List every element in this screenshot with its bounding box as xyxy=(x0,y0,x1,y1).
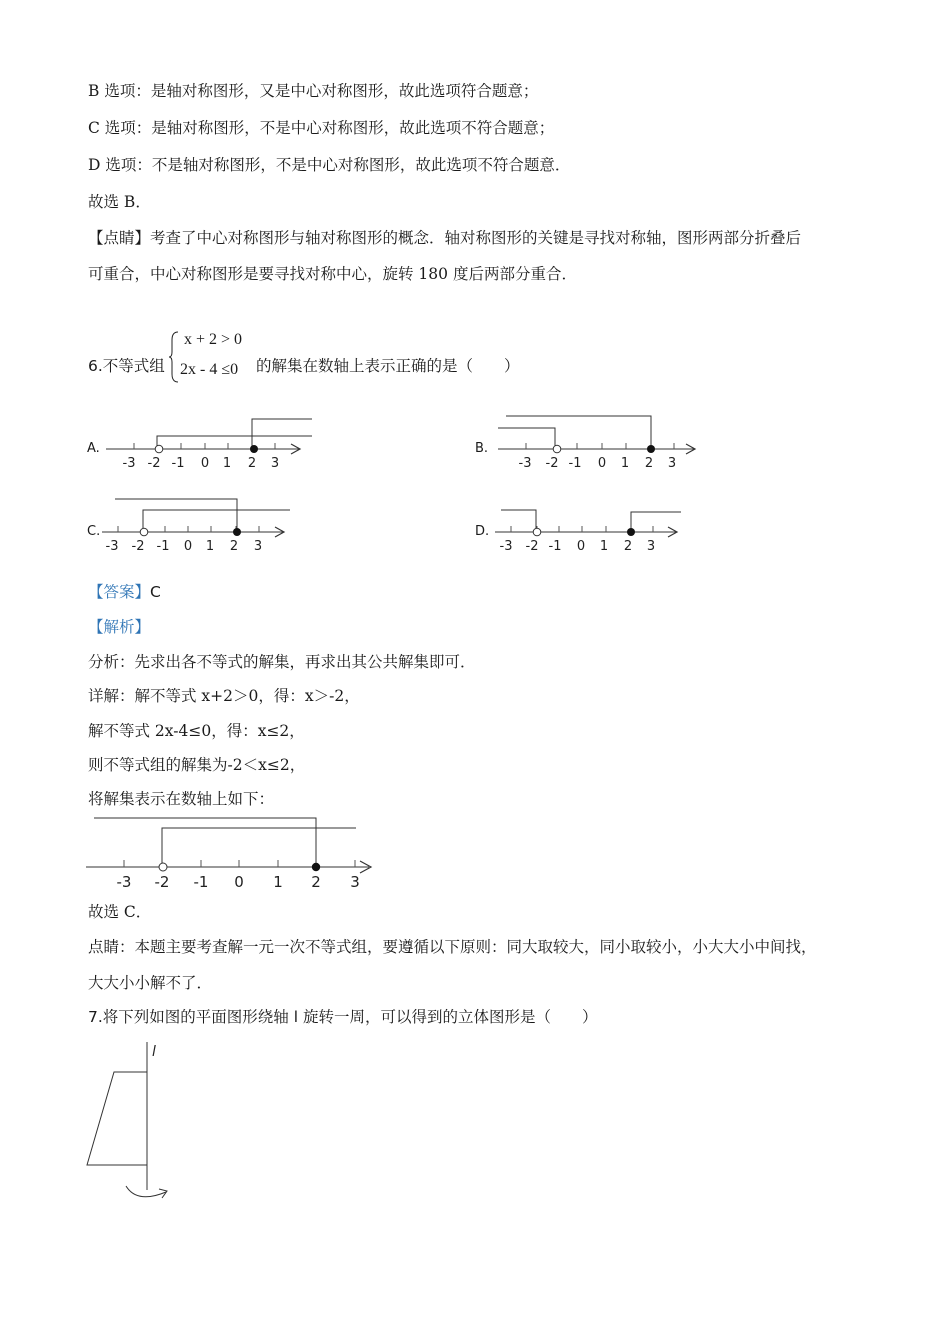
system-inequality-1: x + 2 > 0 xyxy=(184,331,243,348)
tick-label: 3 xyxy=(253,539,263,554)
option-d-label: D. xyxy=(475,524,490,539)
option-a-label: A. xyxy=(87,441,100,456)
tick-label: 1 xyxy=(205,539,215,554)
axis-label: l xyxy=(152,1044,156,1060)
tick-label: -1 xyxy=(171,456,185,471)
comment-line-1: 【点睛】考查了中心对称图形与轴对称图形的概念．轴对称图形的关键是寻找对称轴，图形两部分折叠后 xyxy=(88,229,802,247)
tick-label: 2 xyxy=(644,456,654,471)
tick-label: 1 xyxy=(599,539,609,554)
analysis-label: 【解析】 xyxy=(88,618,151,636)
tick-label: 1 xyxy=(620,456,630,471)
tick-label: -3 xyxy=(499,539,513,554)
tick-label: 3 xyxy=(646,539,656,554)
tick-label: 0 xyxy=(200,456,210,471)
tick-label: -2 xyxy=(545,456,559,471)
q6-prefix: 6.不等式组 xyxy=(88,357,165,375)
system-inequality-2: 2x - 4 ≤0 xyxy=(180,361,239,378)
tick-label: 0 xyxy=(183,539,193,554)
tick-label: 3 xyxy=(667,456,677,471)
choose-c: 故选 C． xyxy=(88,903,152,921)
answer-line xyxy=(88,581,161,603)
tick-label: -3 xyxy=(116,873,132,891)
comment-line-2: 可重合，中心对称图形是要寻找对称中心，旋转 180 度后两部分重合． xyxy=(88,265,577,283)
tick-label: -2 xyxy=(147,456,161,471)
tick-label: -1 xyxy=(548,539,562,554)
tick-label: -1 xyxy=(568,456,582,471)
solution-number-line xyxy=(84,812,374,892)
q6-suffix: 的解集在数轴上表示正确的是（ ） xyxy=(256,357,520,375)
tick-label: 3 xyxy=(350,873,360,891)
tick-label: -1 xyxy=(156,539,170,554)
analysis-step: 解不等式 2x-4≤0，得：x≤2， xyxy=(88,722,305,740)
system-brace xyxy=(168,330,180,384)
tick-label: -2 xyxy=(131,539,145,554)
answer-value: C xyxy=(150,583,161,601)
answer-label: 【答案】 xyxy=(88,583,151,601)
tick-label: 0 xyxy=(234,873,244,891)
option-a-number-line xyxy=(104,412,314,474)
tick-label: -3 xyxy=(518,456,532,471)
solution-line-d: D 选项：不是轴对称图形，不是中心对称图形，故此选项不符合题意． xyxy=(88,156,571,174)
tick-label: 3 xyxy=(270,456,280,471)
tick-label: 0 xyxy=(597,456,607,471)
option-b-number-line xyxy=(496,412,701,474)
analysis-step: 详解：解不等式 x+2＞0，得：x＞-2， xyxy=(88,687,360,705)
tick-label: 2 xyxy=(247,456,257,471)
analysis-step: 将解集表示在数轴上如下： xyxy=(88,790,275,808)
option-d-number-line xyxy=(493,500,688,556)
analysis-step: 则不等式组的解集为-2＜x≤2， xyxy=(88,756,306,774)
option-c-number-line xyxy=(100,494,295,556)
q6-comment-2: 大大小小解不了． xyxy=(88,974,213,992)
q6-comment-1: 点睛：本题主要考查解一元一次不等式组，要遵循以下原则：同大取较大，同小取较小，小大大小中间找， xyxy=(88,938,817,956)
tick-label: 1 xyxy=(273,873,283,891)
analysis-step: 分析：先求出各不等式的解集，再求出其公共解集即可． xyxy=(88,653,476,671)
tick-label: 1 xyxy=(222,456,232,471)
tick-label: -1 xyxy=(193,873,209,891)
tick-label: -2 xyxy=(154,873,170,891)
choose-b: 故选 B． xyxy=(88,193,151,211)
analysis-line xyxy=(88,616,150,638)
tick-label: 0 xyxy=(576,539,586,554)
solution-line-b: B 选项：是轴对称图形，又是中心对称图形，故此选项符合题意； xyxy=(88,82,539,100)
option-b-label: B. xyxy=(475,441,489,456)
q7-text: 7.将下列如图的平面图形绕轴 l 旋转一周，可以得到的立体图形是（ ） xyxy=(88,1008,598,1026)
tick-label: -3 xyxy=(105,539,119,554)
tick-label: -2 xyxy=(525,539,539,554)
solution-line-c: C 选项：是轴对称图形，不是中心对称图形，故此选项不符合题意； xyxy=(88,119,555,137)
rotation-figure xyxy=(82,1040,182,1206)
option-c-label: C. xyxy=(87,524,101,539)
tick-label: 2 xyxy=(311,873,321,891)
tick-label: 2 xyxy=(229,539,239,554)
tick-label: 2 xyxy=(623,539,633,554)
tick-label: -3 xyxy=(122,456,136,471)
